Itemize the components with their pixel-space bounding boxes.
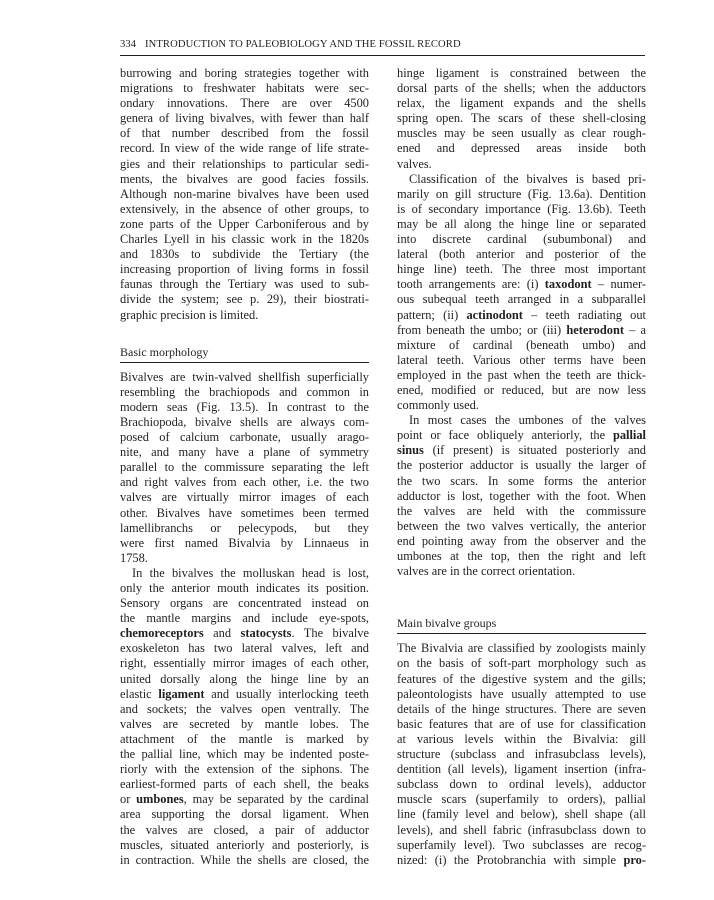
text-line: the valves are closed, a pair of adductor [120, 822, 369, 837]
text-line: of that number described from the fossil [120, 126, 369, 141]
text-line [397, 443, 646, 458]
text-line: gies and their relationships to particular sedi- [120, 156, 369, 171]
text-line: posed of calcium carbonate, usually arago- [120, 430, 369, 445]
term-chemoreceptors: chemoreceptors [120, 626, 204, 641]
text-line: lateral (both anterior and posterior of the [397, 247, 646, 262]
text-line: area supporting the dorsal ligament. When [120, 807, 369, 822]
text-line: marily on gill structure (Fig. 13.6a). Dentition [397, 186, 646, 201]
text-line: Classification of the bivalves is based pri- [409, 171, 646, 186]
text-line: hinge line) teeth. The three most important [397, 262, 646, 277]
page-number: 334 [120, 39, 137, 50]
paragraph-molluskan-head [120, 566, 369, 868]
text-line: united dorsally along the hinge line by an [120, 671, 369, 686]
spacer [397, 594, 646, 616]
text-line: relax, the ligament expands and the shells [397, 96, 646, 111]
text-line: right, essentially mirror images of each other, [120, 656, 369, 671]
text-fragment: . The bivalve [291, 626, 369, 641]
term-ligament: ligament [158, 686, 205, 701]
text-line: riorly with the extension of the siphons. The [120, 762, 369, 777]
text-line [120, 687, 369, 702]
spacer [397, 579, 646, 594]
text-line: valves are secreted by mantle lobes. The [120, 716, 369, 731]
spacer [120, 323, 369, 345]
running-header [120, 39, 645, 50]
section-heading-rule [397, 633, 646, 634]
text-line [397, 323, 646, 338]
text-line: in contraction. While the shells are closed, the [120, 852, 369, 867]
text-line: mixture of cardinal (beneath umbo) and [397, 337, 646, 352]
text-fragment: pattern; (ii) [397, 307, 467, 322]
paragraph-intro-continued [120, 66, 369, 323]
text-line: dentition (all levels), ligament insertion (infra- [397, 762, 646, 777]
text-line: and right valves from each other, i.e. the two [120, 475, 369, 490]
text-line: migrations to freshwater habitats were sec- [120, 81, 369, 96]
text-line: superfamily level). Two subclasses are recog- [397, 837, 646, 852]
section-heading-main-bivalve-groups: Main bivalve groups [397, 616, 497, 631]
term-heterodont: heterodont [566, 322, 624, 337]
text-line: other. Bivalves have sometimes been termed [120, 505, 369, 520]
text-line: hinge ligament is constrained between the [397, 66, 646, 80]
text-line: structure (subclass and infrasubclass levels), [397, 747, 646, 762]
text-line: In the bivalves the molluskan head is lost, [132, 565, 369, 580]
text-line: Although non-marine bivalves have been used [120, 186, 369, 201]
text-line: ments, the bivalves are good facies fossils. [120, 171, 369, 186]
text-line: muscles may be seen usually as clear rough- [397, 126, 646, 141]
text-line: features of the digestive system and the gills; [397, 671, 646, 686]
text-line: increasing proportion of living forms in fossil [120, 262, 369, 277]
text-line: ened, modified or reduced, but are now less [397, 382, 646, 397]
paragraph-orientation [397, 413, 646, 579]
text-line: In most cases the umbones of the valves [409, 413, 646, 428]
text-line: zone parts of the Upper Carboniferous and by [120, 216, 369, 231]
term-sinus: sinus [397, 443, 424, 458]
text-line: basic features that are of use for classification [397, 716, 646, 731]
text-line: divide the system; see p. 29), their biostrati- [120, 292, 369, 307]
text-line: line (family level and below), shell shape (all [397, 807, 646, 822]
text-line: details of the hinge structures. There are seven [397, 701, 646, 716]
text-fragment: (if present) is situated posteriorly and [423, 443, 646, 458]
text-line: modern seas (Fig. 13.5). In contrast to the [120, 399, 369, 414]
text-line: adductor is lost, together with the foot. When [397, 488, 646, 503]
term-actinodont: actinodont [466, 307, 523, 322]
paragraph-hinge-ligament [397, 66, 646, 172]
text-line: the two scars. In some forms the anterior [397, 473, 646, 488]
text-fragment: nized: (i) the Protobranchia with simple [397, 852, 624, 867]
text-line: attachment of the mantle is marked by [120, 731, 369, 746]
text-fragment: – teeth radiating out [522, 307, 646, 322]
term-pro: pro- [623, 852, 646, 867]
text-line: the valves are held with the commissure [397, 503, 646, 518]
text-line [397, 308, 646, 323]
text-line: paleontologists have usually attempted to use [397, 686, 646, 701]
text-line: ondary innovations. There are over 4500 [120, 96, 369, 111]
text-line: burrowing and boring strategies together with [120, 66, 369, 80]
term-statocysts: statocysts [240, 626, 292, 641]
text-line: on the basis of soft-part morphology such as [397, 656, 646, 671]
text-fragment: or [120, 792, 137, 807]
text-line: umbones at the top, then the right and left [397, 549, 646, 563]
text-line: muscles, situated anteriorly and posteriorly, is [120, 837, 369, 852]
text-line: nite, and many have a plane of symmetry [120, 445, 369, 460]
header-rule [120, 55, 645, 56]
text-fragment: from beneath the umbo; or (iii) [397, 322, 567, 337]
text-line: faunas through the Tertiary was used to sub- [120, 277, 369, 292]
left-column [120, 66, 369, 868]
text-line: Charles Lyell in his classic work in the 1820s [120, 232, 369, 247]
text-line: spring open. The scars of these shell-closing [397, 111, 646, 126]
text-line [397, 277, 646, 292]
text-line: 1758. [120, 550, 148, 565]
text-line: subclass down to ordinal levels), adductor [397, 777, 646, 792]
text-line: earliest-formed parts of each shell, the beaks [120, 777, 369, 792]
text-line: dorsal parts of the shells; when the adductors [397, 81, 646, 96]
text-line: were first named Bivalvia by Linnaeus in [120, 535, 369, 550]
text-line: and sockets; the valves open ventrally. The [120, 701, 369, 716]
text-line: muscle scars (superfamily to orders), pallial [397, 792, 646, 807]
text-line: parallel to the commissure separating the left [120, 460, 369, 475]
text-fragment: tooth arrangements are: (i) [397, 277, 545, 292]
text-line: at various levels within the Bivalvia: gill [397, 731, 646, 746]
text-line: extensively, in the absence of other groups, to [120, 201, 369, 216]
text-line: lateral teeth. Various other terms have been [397, 352, 646, 367]
text-line: the pallial line, which may be indented poste- [120, 747, 369, 762]
text-line: ened and depressed areas inside both [397, 141, 646, 156]
text-line: may be all along the hinge line or separated [397, 216, 646, 231]
text-fragment: point or face obliquely anteriorly, the [397, 428, 613, 443]
text-line [120, 792, 369, 807]
text-line: commonly used. [397, 398, 479, 413]
text-line: record. In view of the wide range of life strate- [120, 141, 369, 156]
text-line: valves are virtually mirror images of each [120, 490, 369, 505]
text-line: end pointing away from the observer and the [397, 533, 646, 548]
text-line: ous subequal teeth arranged in a subparallel [397, 292, 646, 307]
right-column [397, 66, 646, 868]
section-heading-rule [120, 362, 369, 363]
text-line: the posterior adductor is usually the larger of [397, 458, 646, 473]
text-line [120, 626, 369, 641]
text-line: Brachiopoda, bivalve shells are always com- [120, 414, 369, 429]
text-line: genera of living bivalves, with fewer than half [120, 111, 369, 126]
text-fragment: – numer- [591, 277, 646, 292]
text-fragment: elastic [120, 686, 159, 701]
term-pallial: pallial [612, 428, 646, 443]
running-title: INTRODUCTION TO PALEOBIOLOGY AND THE FOSSIL RECORD [144, 39, 461, 50]
text-fragment: , may be separated by the cardinal [183, 792, 369, 807]
text-line: Bivalves are twin-valved shellfish superficially [120, 369, 369, 384]
text-line: only the anterior mouth indicates its position. [120, 581, 369, 595]
paragraph-main-groups [397, 641, 646, 867]
text-fragment: and usually interlocking teeth [204, 686, 369, 701]
text-line: exoskeleton has two lateral valves, left and [120, 641, 369, 656]
text-line: resembling the brachiopods and common in [120, 384, 369, 399]
text-line [397, 853, 646, 868]
text-line: the mantle margins and include eye-spots, [120, 611, 369, 626]
text-line: graphic precision is limited. [120, 307, 259, 322]
text-line: The Bivalvia are classified by zoologists mainly [397, 641, 646, 656]
term-taxodont: taxodont [544, 277, 592, 292]
text-line: valves. [397, 156, 432, 171]
text-line: and 1830s to subdivide the Tertiary (the [120, 247, 369, 262]
paragraph-classification [397, 172, 646, 414]
paragraph-basic-morphology [120, 370, 369, 566]
section-heading-basic-morphology: Basic morphology [120, 344, 209, 359]
text-line: lamellibranchs or pelecypods, but they [120, 520, 369, 535]
text-line: is of secondary importance (Fig. 13.6b). Teeth [397, 201, 646, 216]
text-line: into discrete cardinal (subumbonal) and [397, 232, 646, 247]
text-fragment: – a [623, 322, 646, 337]
text-line [397, 428, 646, 443]
text-line: between the two valves vertically, the anterior [397, 518, 646, 533]
text-line: valves are in the correct orientation. [397, 564, 576, 579]
text-line: Sensory organs are concentrated instead on [120, 596, 369, 611]
term-umbones: umbones [136, 792, 184, 807]
text-line: employed in the past when the teeth are thick- [397, 367, 646, 382]
text-fragment: and [203, 626, 241, 641]
text-line: levels), and shell fabric (infrasubclass down to [397, 822, 646, 837]
